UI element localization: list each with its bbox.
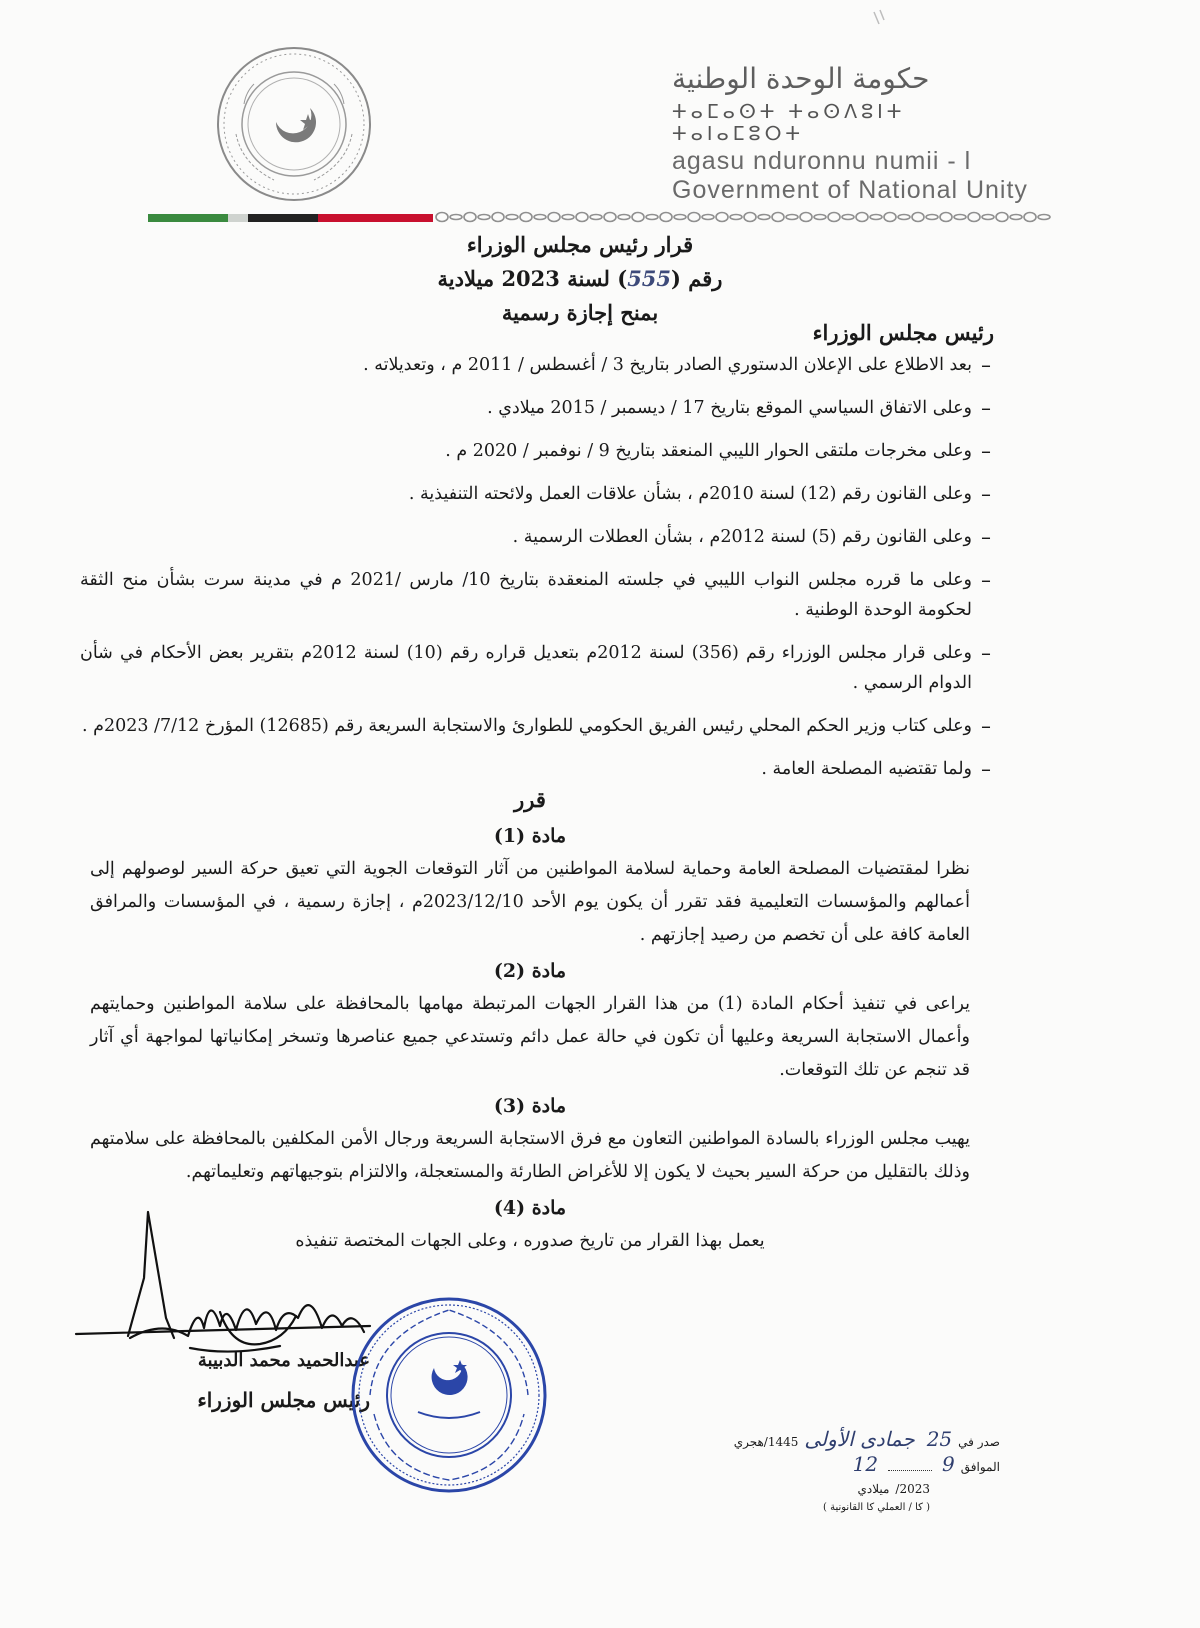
- preamble-heading: رئيس مجلس الوزراء: [812, 320, 994, 345]
- hijri-suffix: هجري: [733, 1435, 764, 1449]
- issuance-note: ( كا / العملي كا القانونية ): [823, 1502, 930, 1513]
- signer-name: عبدالحميد محمد الدبيبة: [197, 1350, 370, 1371]
- article-title: مادة (3): [493, 1095, 567, 1117]
- title-number-prefix: رقم (: [671, 266, 723, 291]
- bullet-dash: –: [981, 482, 991, 506]
- recital-text: وعلى كتاب وزير الحكم المحلي رئيس الفريق الحكومي للطوارئ والاستجابة السريعة رقم (12685) المؤرخ 7/12/ 2023م .: [81, 716, 972, 736]
- bullet-dash: –: [981, 757, 991, 781]
- chain-border-ornament: [432, 207, 1052, 227]
- gov-name-tifinagh: ⵜⴰⵎⴰⵙⵜ ⵜⴰⵙⴷⵓⵏⵜ ⵜⴰⵏⴰⵎⵓⵔⵜ: [672, 101, 906, 145]
- bullet-dash: –: [981, 396, 991, 420]
- article-body: نظرا لمقتضيات المصلحة العامة وحماية لسلامة المواطنين من آثار التوقعات الجوية التي تعيق حركة السير لوصولهم إلى أعمالهم والمؤسسات التعليمية فقد تقرر أن يكون يوم الأحد 2023/12/10م ، إجازة رسمية ، في المؤسسات والمرافق العامة كافة على أن تخصم من رصيد إجازتهم .: [90, 859, 970, 945]
- bullet-dash: –: [981, 641, 991, 665]
- issuance-details: [700, 1428, 1000, 1516]
- recital-text: ولما تقتضيه المصلحة العامة .: [761, 759, 972, 779]
- article-title: مادة (2): [493, 960, 567, 982]
- title-line-2: [300, 262, 860, 296]
- recital-text: وعلى القانون رقم (12) لسنة 2010م ، بشأن علاقات العمل ولائحته التنفيذية .: [408, 484, 972, 504]
- bullet-dash: –: [981, 714, 991, 738]
- recital-item: [80, 350, 1000, 380]
- title-line-1: قرار رئيس مجلس الوزراء: [466, 232, 694, 257]
- title-number-suffix: ) لسنة 2023 ميلادية: [437, 266, 628, 291]
- recital-text: وعلى قرار مجلس الوزراء رقم (356) لسنة 2012م بتعديل قراره رقم (10) لسنة 2012م بتقرير بعض الأحكام في شأن الدوام الرسمي .: [80, 643, 972, 693]
- gov-name-arabic: حكومة الوحدة الوطنية: [672, 62, 930, 95]
- issued-gregorian-row: [700, 1453, 1000, 1478]
- article-body: يهيب مجلس الوزراء بالسادة المواطنين التعاون مع فرق الاستجابة السريعة ورجال الأمن المكلفين بالمحافظة على سلامتهم وذلك بالتقليل من حركة السير بحيث لا يكون إلا للأغراض الطارئة والمستعجلة، والالتزام بتوجيهاتهم وتعليماتهم.: [90, 1129, 970, 1182]
- recital-item: [80, 711, 1000, 741]
- flag-red-segment: [318, 214, 433, 222]
- dotted-separator: [888, 1470, 932, 1471]
- bullet-dash: –: [981, 525, 991, 549]
- recitals-list: [80, 350, 1000, 797]
- recital-item: [80, 436, 1000, 466]
- title-line-3: بمنح إجازة رسمية: [501, 300, 659, 325]
- signer-role: رئيس مجلس الوزراء: [197, 1388, 370, 1412]
- recital-item: [80, 479, 1000, 509]
- article-title: مادة (4): [493, 1197, 567, 1219]
- decree-title: [300, 228, 860, 330]
- gregorian-day: 9: [942, 1452, 955, 1476]
- recital-text: وعلى الاتفاق السياسي الموقع بتاريخ 17 / ديسمبر / 2015 ميلادي .: [487, 398, 972, 418]
- bullet-dash: –: [981, 353, 991, 377]
- flag-black-segment: [248, 214, 318, 222]
- recital-item: [80, 565, 1000, 625]
- recital-text: بعد الاطلاع على الإعلان الدستوري الصادر بتاريخ 3 / أغسطس / 2011 م ، وتعديلاته .: [363, 355, 972, 375]
- gregorian-month: 12: [852, 1452, 879, 1476]
- article-body: يراعى في تنفيذ أحكام المادة (1) من هذا القرار الجهات المرتبطة مهامها بالمحافظة على سلامة المواطنين وحمايتهم وأعمال الاستجابة السريعة وعليها أن تكون في حالة عمل دائم وتستدعي جميع عناصرها وتسخر إمكانياتها لمواجهة أي آثار قد تنجم عن تلك التوقعات.: [90, 994, 970, 1080]
- gregorian-suffix: ميلادي: [857, 1482, 890, 1496]
- government-seal-icon: [214, 44, 374, 204]
- decision-heading: قرر: [514, 787, 546, 812]
- recital-item: [80, 638, 1000, 698]
- recital-text: وعلى القانون رقم (5) لسنة 2012م ، بشأن العطلات الرسمية .: [512, 527, 972, 547]
- government-header: [600, 62, 1036, 205]
- gov-name-amazigh-latin: agasu nduronnu numii - l: [672, 147, 972, 175]
- decree-number: 555: [627, 266, 672, 291]
- official-stamp-icon: [348, 1294, 550, 1496]
- hijri-month: جمادى الأولى: [804, 1427, 915, 1451]
- flag-color-bar: [148, 214, 433, 222]
- flag-green-segment: [148, 214, 228, 222]
- hijri-year: 1445/: [763, 1435, 799, 1449]
- corresponding-label: الموافق: [960, 1460, 1000, 1474]
- recital-item: [80, 754, 1000, 784]
- hijri-day: 25: [926, 1427, 953, 1451]
- gregorian-year-row: [700, 1478, 930, 1500]
- recital-text: وعلى مخرجات ملتقى الحوار الليبي المنعقد بتاريخ 9 / نوفمبر / 2020 م .: [445, 441, 972, 461]
- scan-mark: [870, 8, 890, 28]
- issued-label: صدر في: [958, 1435, 1000, 1449]
- flag-gap-segment: [228, 214, 248, 222]
- gregorian-year: 2023/: [895, 1482, 930, 1496]
- article-title: مادة (1): [493, 825, 567, 847]
- decision-section: [90, 785, 970, 1264]
- recital-item: [80, 393, 1000, 423]
- recital-text: وعلى ما قرره مجلس النواب الليبي في جلسته المنعقدة بتاريخ 10/ مارس /2021 م في مدينة سرت بشأن منح الثقة لحكومة الوحدة الوطنية .: [80, 570, 972, 620]
- bullet-dash: –: [981, 568, 991, 592]
- recital-item: [80, 522, 1000, 552]
- article-body: يعمل بهذا القرار من تاريخ صدوره ، وعلى الجهات المختصة تنفيذه: [295, 1231, 765, 1251]
- bullet-dash: –: [981, 439, 991, 463]
- issued-hijri-row: [700, 1428, 1000, 1453]
- gov-name-english: Government of National Unity: [672, 176, 1028, 204]
